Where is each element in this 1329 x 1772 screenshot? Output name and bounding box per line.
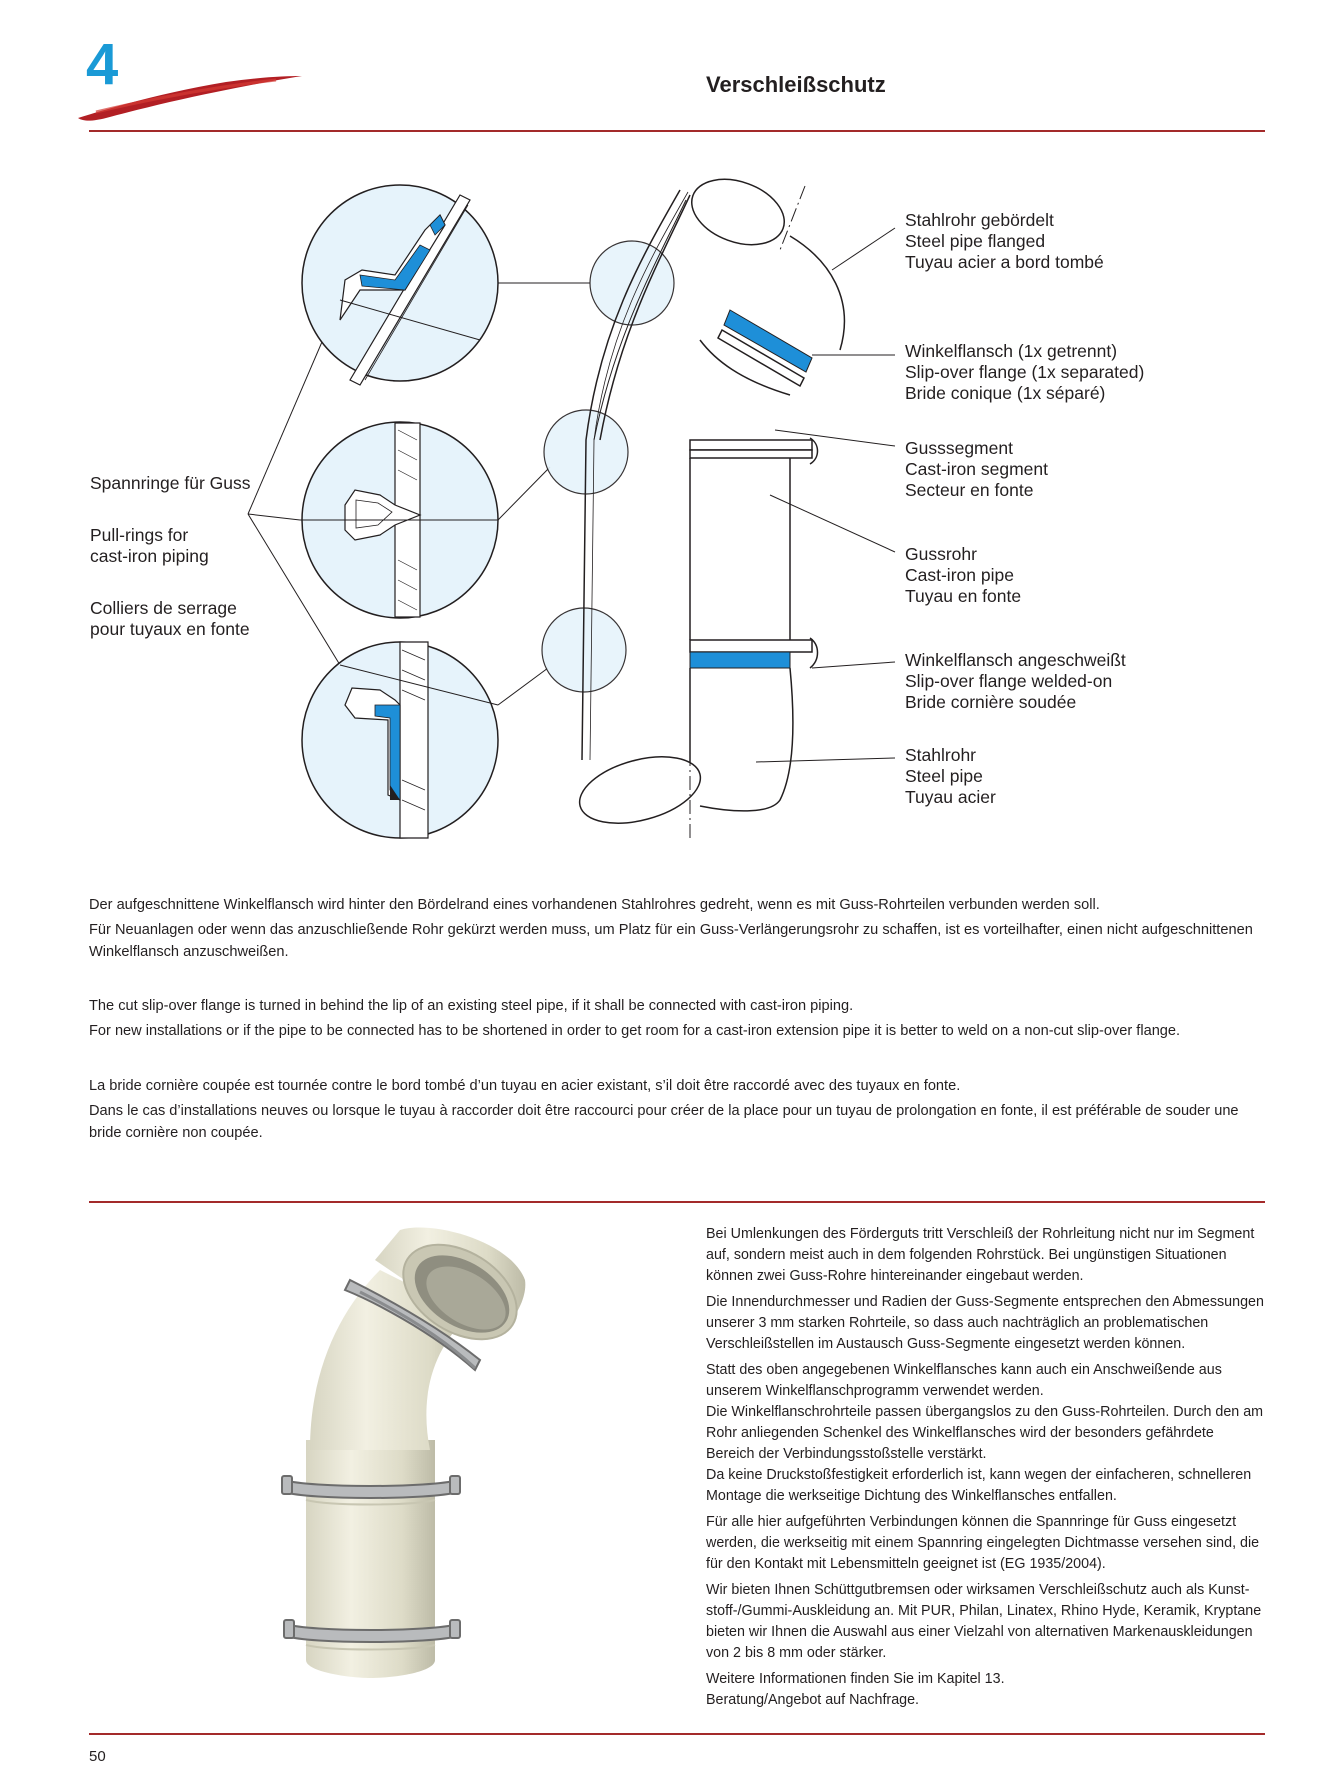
right-column-text: Bei Umlenkungen des Förderguts tritt Verschleiß der Rohrleitung nicht nur im Segment auf, sondern meist auch in dem folgenden Rohrstück. Bei ungünstigen Situationen können zwei Guss-Rohre hintereinander eingebaut werden. Die Innendurchmesser und Radien der Guss-Segmente entsprechen den Abmessungen unserer 3 mm starken Rohrteile, so dass auch nachträglich an problematischen Verschleißstellen im Austausch Guss-Segmente eingesetzt werden können. Statt des oben angegebenen Winkelflansches kann auch ein Anschweißende aus unserem Winkelflanschprogramm verwendet werden. Die Winkelflanschrohrteile passen übergangslos zu den Guss-Rohrteilen. Durch den am Rohr anliegenden Schenkel des Winkelflansches wird der besonders gefährdete Bereich der Verbindungsstoßstelle verstärkt. Da keine Druckstoßfestigkeit erforderlich ist, kann wegen der einfacheren, schnelleren Montage die werkseitige Dichtung des Winkelflansches entfallen. Für alle hier aufgeführten Verbindungen können die Spannringe für Guss eingesetzt werden, die werkseitig mit einem Spannring eingelegten Dichtmasse versehen sind, die für den Kontakt mit Lebensmitteln geeignet ist (EG 1935/2004). Wir bieten Ihnen Schüttgutbremsen oder wirksamen Verschleißschutz auch als Kunst-stoff-/Gummi-Auskleidung an. Mit PUR, Philan, Linatex, Rhino Hyde, Keramik, Kryptane bieten wir Ihnen die Auswahl aus einer Vielzahl von alternativen Markenauskleidungen von 2 bis 8 mm oder stärker. Weitere Informationen finden Sie im Kapitel 13. Beratung/Angebot auf Nachfrage. [706, 1226, 1264, 1708]
small-circle-top [590, 241, 674, 325]
cast-iron-elbow-photo [270, 1220, 550, 1680]
footer-divider [89, 1733, 1265, 1735]
body-text-en: The cut slip-over flange is turned in behind the lip of an existing steel pipe, if it shall be connected with cast-iron piping. For new installations or if the pipe to be connected has to be shortened in order to get room for a cast-iron extension pipe it is better to weld on a non-cut slip-over flange. [89, 998, 1181, 1039]
body-text-fr: La bride cornière coupée est tournée contre le bord tombé d’un tuyau en acier existant, s’il doit être raccordé avec des tuyaux en fonte. Dans le cas d’installations neuves ou lorsque le tuyau à raccorder doit être raccourci pour créer de la place pour un tuyau de prolongation en fonte, il est préférable de souder une bride cornière non coupée. [89, 1078, 1239, 1141]
pull-rings-label: Spannringe für Guss Pull-rings for cast-iron piping Colliers de serrage pour tuyaux en fonte [90, 473, 251, 639]
right-label-leaders [756, 228, 895, 762]
label-steel-pipe-flanged: Stahlrohr gebördelt Steel pipe flanged Tuyau acier a bord tombé [905, 210, 1104, 272]
label-cast-iron-pipe: Gussrohr Cast-iron pipe Tuyau en fonte [905, 544, 1022, 606]
page-title: Verschleißschutz [706, 72, 886, 97]
detail-circle-middle [300, 422, 550, 618]
label-cast-iron-segment: Gusssegment Cast-iron segment Secteur en fonte [905, 438, 1048, 500]
label-steel-pipe: Stahlrohr Steel pipe Tuyau acier [905, 745, 996, 807]
detail-circle-bottom [302, 642, 548, 838]
body-text-de: Der aufgeschnittene Winkelflansch wird hinter den Bördelrand eines vorhandenen Stahlrohres gedreht, wenn es mit Guss-Rohrteilen verbunden werden soll. Für Neuanlagen oder wenn das anzuschließende Rohr gekürzt werden muss, um Platz für ein Guss-Verlängerungsrohr zu schaffen, ist es vorteilhafter, einen nicht aufgeschnittenen Winkelflansch anzuschweißen. [89, 897, 1253, 960]
label-slip-over-flange-welded: Winkelflansch angeschweißt Slip-over flange welded-on Bride cornière soudée [905, 650, 1126, 712]
detail-circle-top [302, 185, 590, 385]
label-slip-over-flange-separated: Winkelflansch (1x getrennt) Slip-over flange (1x separated) Bride conique (1x séparé) [905, 341, 1145, 403]
pipe-connection-diagram [0, 0, 1329, 880]
section-divider [89, 1201, 1265, 1203]
chapter-number: 4 [86, 32, 119, 97]
page-number: 50 [89, 1748, 106, 1765]
